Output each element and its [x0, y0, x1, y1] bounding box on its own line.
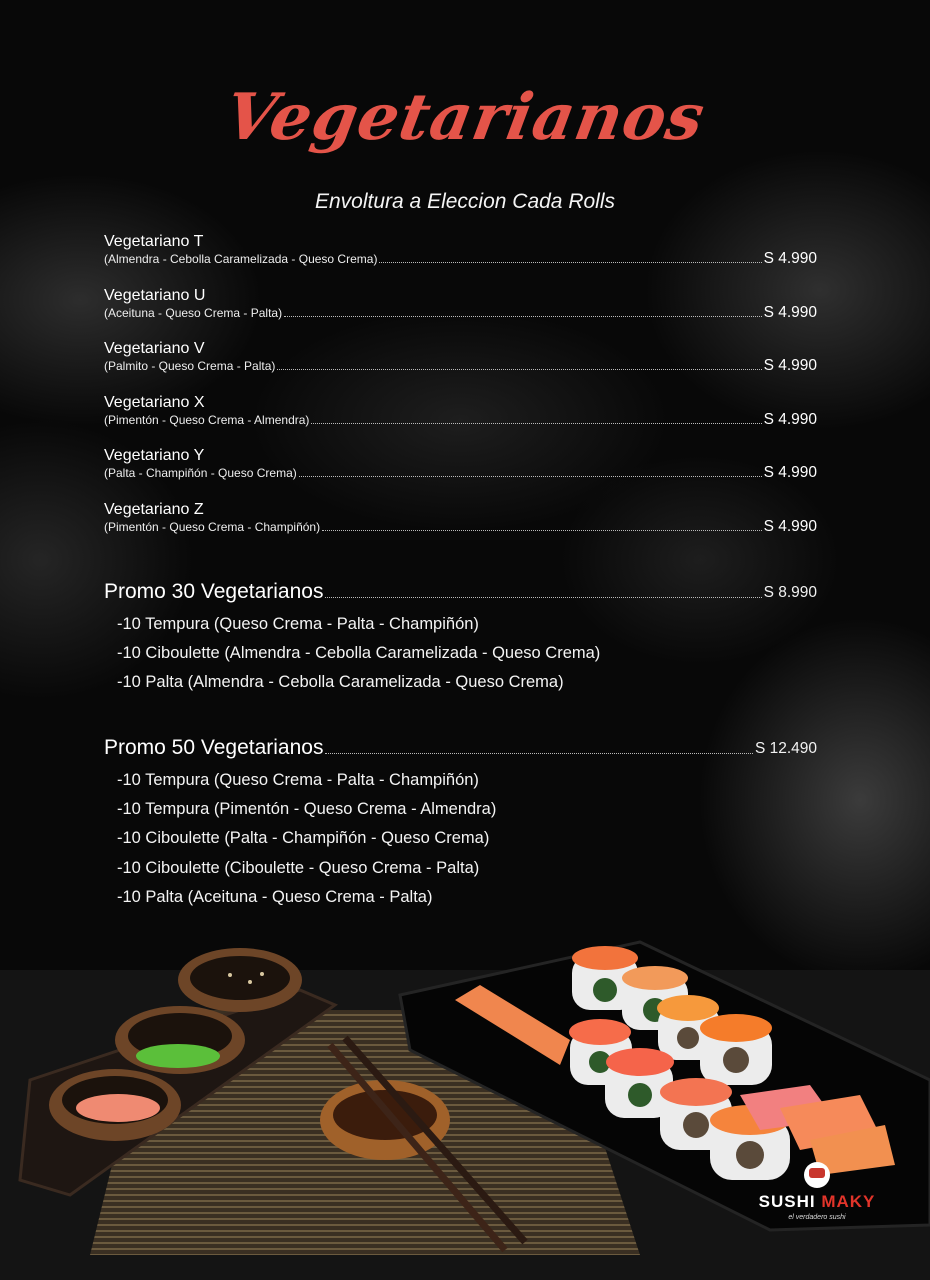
- dotted-leader: [322, 530, 761, 531]
- item-price: S 4.990: [763, 410, 817, 428]
- brand-tagline: el verdadero sushi: [788, 1214, 846, 1221]
- bowl-ginger: [49, 1069, 181, 1141]
- sushi-photo: [0, 930, 930, 1280]
- item-description: (Aceituna - Queso Crema - Palta): [104, 305, 283, 320]
- dotted-leader: [325, 597, 761, 598]
- item-name: Vegetariano Y: [104, 447, 205, 464]
- promo-line: -10 Ciboulette (Ciboulette - Queso Crema - Palta): [117, 858, 480, 877]
- dotted-leader: [325, 753, 752, 754]
- bowl-soy-sauce: [320, 1080, 450, 1160]
- page-title: Vegetarianos: [219, 80, 711, 155]
- item-name: Vegetariano X: [104, 393, 205, 411]
- item-description: (Pimentón - Queso Crema - Champiñón): [104, 519, 321, 534]
- bowl-wasabi: [115, 1006, 245, 1074]
- item-price: S 4.990: [763, 464, 817, 481]
- dotted-leader: [379, 262, 761, 263]
- brand-name-red: MAKY: [821, 1192, 876, 1211]
- menu-item: [104, 393, 817, 447]
- dotted-leader: [284, 316, 761, 317]
- item-name: Vegetariano U: [104, 286, 206, 304]
- item-name: Vegetariano V: [104, 340, 205, 357]
- item-description: (Almendra - Cebolla Caramelizada - Queso Crema): [104, 252, 378, 266]
- bowl-sesame: [178, 948, 302, 1012]
- menu-item: [104, 339, 817, 393]
- menu-items-list: [104, 232, 817, 553]
- promo-price: S 12.490: [754, 740, 817, 757]
- dotted-leader: [311, 423, 761, 424]
- promo-name: Promo 30 Vegetarianos: [104, 580, 324, 603]
- item-description: (Palmito - Queso Crema - Palta): [104, 359, 276, 373]
- promo-line: -10 Tempura (Queso Crema - Palta - Champiñón): [117, 771, 479, 789]
- brand-name: [757, 1192, 877, 1212]
- item-price: S 4.990: [763, 303, 817, 321]
- promo-line: -10 Tempura (Queso Crema - Palta - Champiñón): [117, 615, 479, 633]
- page-subtitle: Envoltura a Eleccion Cada Rolls: [315, 190, 615, 213]
- sushi-logo-icon: [804, 1162, 830, 1188]
- promo-block: [104, 736, 817, 912]
- menu-item: [104, 500, 817, 554]
- promo-line: -10 Ciboulette (Almendra - Cebolla Caramelizada - Queso Crema): [117, 644, 601, 663]
- promo-line: -10 Palta (Aceituna - Queso Crema - Palta): [117, 887, 433, 906]
- menu-item: [104, 446, 817, 500]
- item-price: S 4.990: [763, 357, 817, 374]
- promo-name: Promo 50 Vegetarianos: [104, 736, 324, 759]
- promo-line: -10 Ciboulette (Palta - Champiñón - Queso Crema): [117, 829, 490, 848]
- item-price: S 4.990: [763, 250, 817, 267]
- promo-line: -10 Palta (Almendra - Cebolla Caramelizada - Queso Crema): [117, 673, 564, 692]
- item-name: Vegetariano Z: [104, 500, 204, 518]
- item-description: (Pimentón - Queso Crema - Almendra): [104, 412, 310, 427]
- menu-item: [104, 232, 817, 286]
- menu-item: [104, 286, 817, 340]
- promo-block: [104, 580, 817, 698]
- promo-price: S 8.990: [763, 584, 817, 601]
- item-description: (Palta - Champiñón - Queso Crema): [104, 466, 297, 480]
- brand-logo: [757, 1162, 877, 1221]
- item-price: S 4.990: [763, 517, 817, 535]
- dotted-leader: [299, 476, 762, 477]
- promo-line: -10 Tempura (Pimentón - Queso Crema - Almendra): [117, 800, 497, 819]
- item-name: Vegetariano T: [104, 233, 204, 250]
- dotted-leader: [277, 369, 761, 370]
- brand-name-white: SUSHI: [758, 1192, 816, 1211]
